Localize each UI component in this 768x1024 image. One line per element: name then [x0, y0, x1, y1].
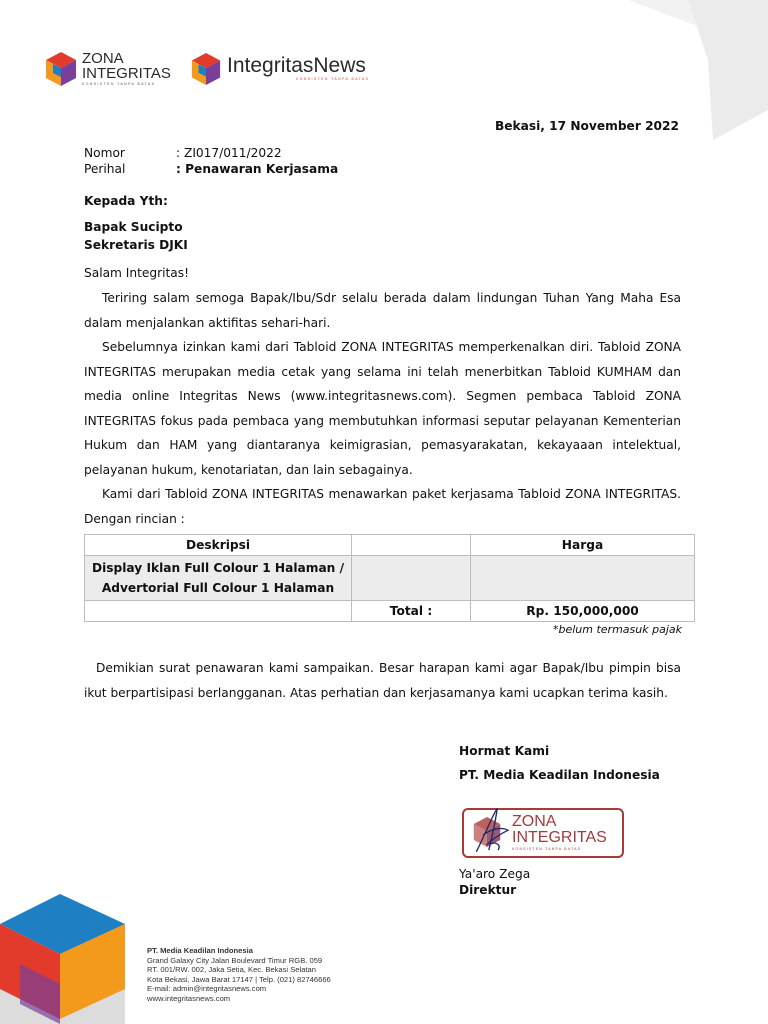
paragraph-2: Sebelumnya izinkan kami dari Tabloid ZONA INTEGRITAS memperkenalkan diri. Tabloid ZONA INTEGRITAS merupakan media cetak yang selama ini telah menerbitkan Tabloid KUMHAM dan media online Integritas News (www.integritasnews.com). Segmen pembaca Tabloid ZONA INTEGRITAS fokus pada pembaca yang membutuhkan informasi seputar pelayanan Kementerian Hukum dan HAM yang diantaranya keimigrasian, pemasyarakatan, kekayaaan intelektual, pelayanan hukum, kenotariatan, dan lain sebagainya. — [84, 340, 681, 477]
footer-website: www.integritasnews.com — [147, 993, 231, 1003]
integritas-news-tagline: KONSISTEN TANPA BATAS — [296, 77, 370, 81]
footer-address — [147, 946, 331, 1003]
place-date: Bekasi, 17 November 2022 — [494, 119, 679, 133]
header-blank — [352, 535, 471, 556]
cube-logo-icon — [190, 52, 222, 86]
stamp-line1: ZONA — [512, 813, 557, 830]
signer-name: Ya'aro Zega — [459, 867, 531, 881]
integritas-news-logo — [190, 52, 390, 88]
zona-logo-tagline: KONSISTEN TANPA BATAS — [82, 82, 156, 86]
corner-decoration-bottom — [0, 894, 170, 1024]
greeting: Salam Integritas! — [84, 266, 190, 280]
table-total-row — [85, 601, 695, 622]
cube-logo-icon — [44, 51, 78, 87]
total-blank-cell — [85, 601, 352, 622]
paragraph-3: Kami dari Tabloid ZONA INTEGRITAS menawarkan paket kerjasama Tabloid ZONA INTEGRITAS. Dengan rincian : — [84, 487, 681, 526]
tax-note: *belum termasuk pajak — [552, 623, 682, 636]
kepada: Kepada Yth: — [84, 194, 168, 208]
stamp-line2: INTEGRITAS — [512, 829, 607, 846]
company-name: PT. Media Keadilan Indonesia — [459, 768, 660, 782]
footer-address-line3: Kota Bekasi, Jawa Barat 17147 | Telp. (021) 82746666 — [147, 974, 331, 984]
header-desc: Deskripsi — [85, 535, 352, 556]
stamp-tagline: KONSISTEN TANPA BATAS — [512, 847, 582, 851]
zona-logo-line2: INTEGRITAS — [82, 65, 171, 82]
nomor-value: : ZI017/011/2022 — [176, 146, 282, 160]
footer-company: PT. Media Keadilan Indonesia — [147, 946, 253, 955]
closing-paragraph: Demikian surat penawaran kami sampaikan. Besar harapan kami agar Bapak/Ibu pimpin bisa ikut berpartisipasi berlangganan. Atas perhatian dan kerjasamanya kami ucapkan terima kasih. — [84, 661, 681, 700]
zona-logo-line1: ZONA — [82, 50, 124, 67]
zona-integritas-logo — [44, 51, 184, 89]
item-desc-cell — [85, 556, 352, 601]
perihal-value: : Penawaran Kerjasama — [176, 162, 339, 176]
nomor-label: Nomor — [84, 146, 125, 160]
table-header-row — [85, 535, 695, 556]
item-blank-cell — [352, 556, 471, 601]
item-line1: Display Iklan Full Colour 1 Halaman / — [91, 561, 345, 575]
offer-table — [84, 534, 695, 622]
recipient-name: Bapak Sucipto — [84, 220, 183, 234]
item-line2: Advertorial Full Colour 1 Halaman — [101, 581, 335, 595]
table-row — [85, 556, 695, 601]
recipient-title: Sekretaris DJKI — [84, 238, 188, 252]
regards: Hormat Kami — [459, 744, 550, 758]
footer-email: E-mail: admin@integritasnews.com — [147, 984, 267, 993]
header-price: Harga — [471, 535, 695, 556]
integritas-news-name: IntegritasNews — [227, 54, 366, 77]
handwritten-signature — [468, 796, 518, 866]
total-label: Total : — [352, 601, 471, 622]
paragraph-1: Teriring salam semoga Bapak/Ibu/Sdr selalu berada dalam lindungan Tuhan Yang Maha Esa dalam menjalankan aktifitas sehari-hari. — [84, 291, 681, 330]
item-price-cell — [471, 556, 695, 601]
total-value: Rp. 150,000,000 — [471, 601, 695, 622]
footer-address-line2: RT. 001/RW. 002, Jaka Setia, Kec. Bekasi Selatan — [147, 965, 316, 974]
perihal-label: Perihal — [84, 162, 126, 176]
signer-title: Direktur — [459, 883, 517, 897]
footer-address-line1: Grand Galaxy City Jalan Boulevard Timur RGB. 059 — [147, 955, 323, 965]
